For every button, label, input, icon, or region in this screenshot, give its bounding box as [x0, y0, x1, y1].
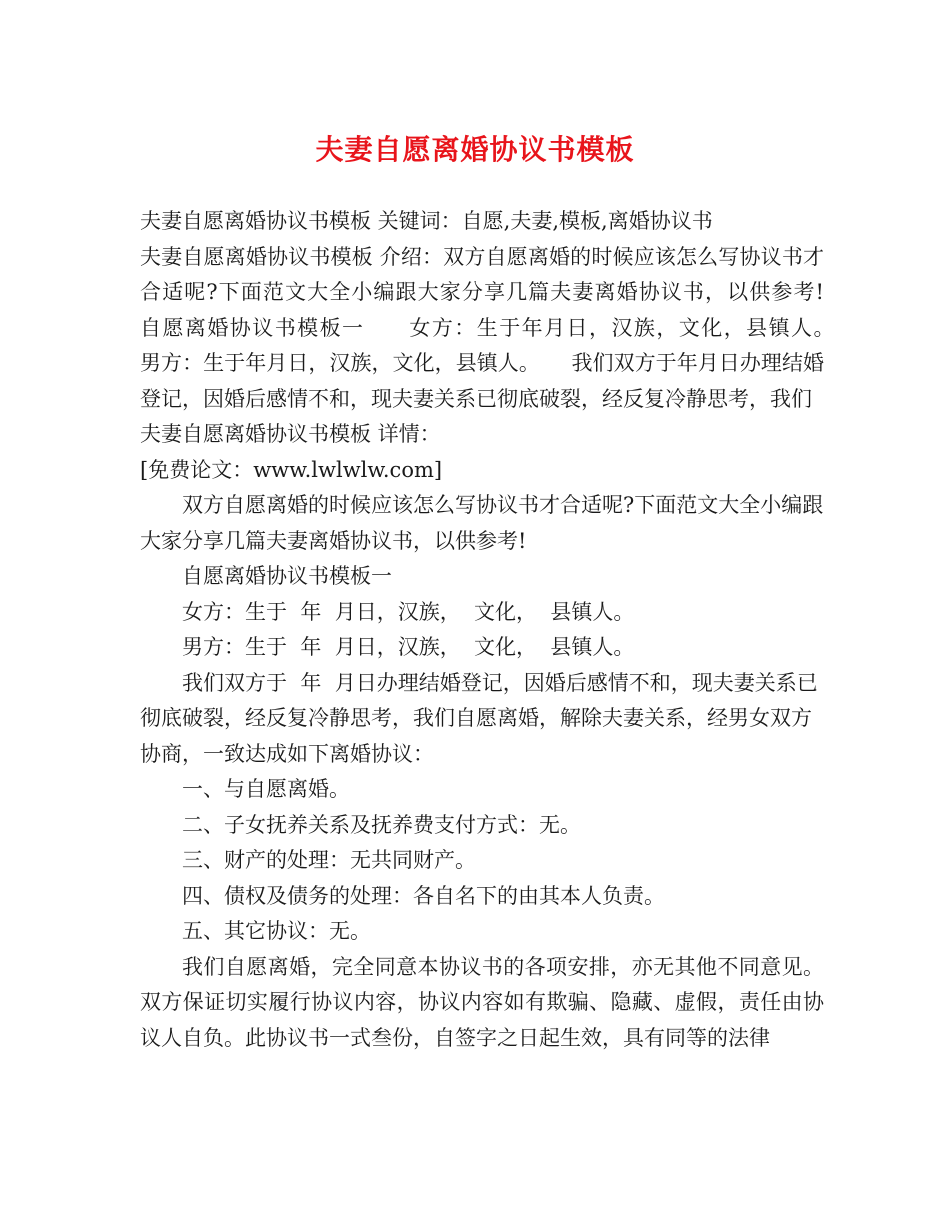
details-line: 夫妻自愿离婚协议书模板 详情： [140, 422, 441, 446]
paragraph-male-party: 男方：生于 年 月日，汉族， 文化， 县镇人。 [182, 635, 635, 659]
source-link[interactable]: [免费论文：www.lwlwlw.com] [140, 457, 443, 482]
intro-summary: 夫妻自愿离婚协议书模板 介绍：双方自愿离婚的时候应该怎么写协议书才合适呢?下面范文大全小编跟大家分享几篇夫妻离婚协议书，以供参考! 自愿离婚协议书模板一 女方：生于年月日，汉族，文化，县镇人。 男方：生于年月日，汉族，文化，县镇人。 我们双方于年月日办理结婚登记，因婚后感情不和，现夫妻关系已彻底破裂，经反复冷静思考，我们 [140, 244, 866, 411]
clause-5: 五、其它协议：无。 [182, 919, 371, 943]
clause-3: 三、财产的处理：无共同财产。 [182, 848, 476, 872]
paragraph-marriage-statement: 我们双方于 年 月日办理结婚登记，因婚后感情不和，现夫妻关系已彻底破裂，经反复冷静思考，我们自愿离婚，解除夫妻关系，经男女双方协商，一致达成如下离婚协议： [140, 670, 818, 766]
paragraph-template-heading: 自愿离婚协议书模板一 [182, 564, 392, 588]
clause-4: 四、债权及债务的处理：各自名下的由其本人负责。 [182, 883, 665, 908]
document-title: 夫妻自愿离婚协议书模板 [315, 133, 635, 166]
keywords-line: 夫妻自愿离婚协议书模板 关键词：自愿,夫妻,模板,离婚协议书 [140, 209, 713, 233]
paragraph-female-party: 女方：生于 年 月日，汉族， 文化， 县镇人。 [182, 599, 635, 624]
paragraph-agreement-terms: 我们自愿离婚，完全同意本协议书的各项安排，亦无其他不同意见。双方保证切实履行协议内容，协议内容如有欺骗、隐藏、虚假，责任由协议人自负。此协议书一式叁份，自签字之日起生效，具有同等的法律 [140, 954, 824, 1050]
document-body [140, 204, 866, 1056]
clause-2: 二、子女抚养关系及抚养费支付方式：无。 [182, 812, 581, 837]
paragraph-intro: 双方自愿离婚的时候应该怎么写协议书才合适呢?下面范文大全小编跟大家分享几篇夫妻离婚协议书，以供参考! [140, 493, 824, 553]
clause-1: 一、与自愿离婚。 [182, 777, 350, 801]
